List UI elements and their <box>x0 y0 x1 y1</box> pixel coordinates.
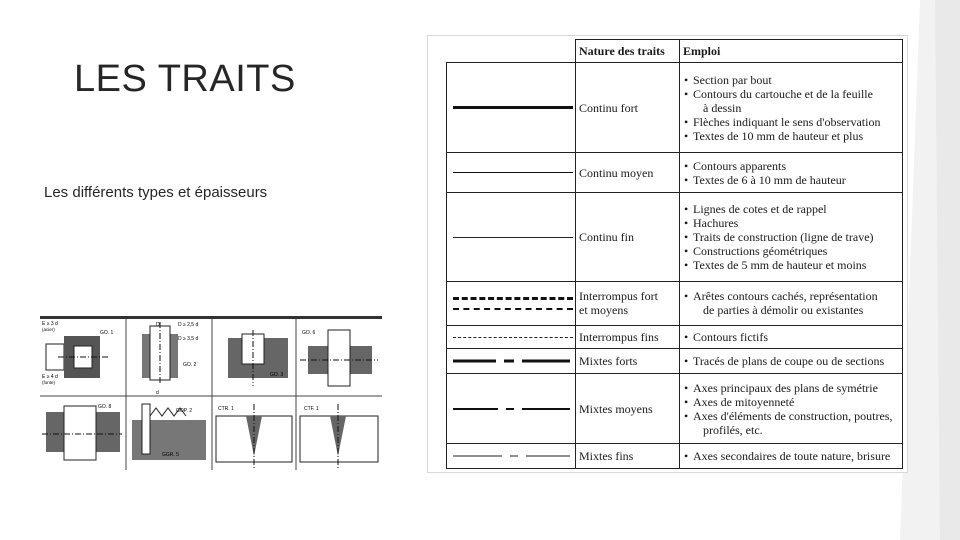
usage-cell <box>680 63 903 153</box>
usage-item: • Section par bout <box>693 73 902 87</box>
usage-cell <box>680 281 903 325</box>
usage-cell <box>680 443 903 468</box>
table-row <box>447 193 903 281</box>
table-row <box>447 63 903 153</box>
svg-text:CTR. 1: CTR. 1 <box>218 406 234 412</box>
nature-line: et moyens <box>579 303 628 318</box>
table-row <box>447 374 903 443</box>
usage-item: • Contours fictifs <box>693 330 902 344</box>
table-row <box>447 349 903 374</box>
svg-text:GO. 6: GO. 6 <box>302 330 316 336</box>
usage-item: • Axes de mitoyenneté <box>693 395 902 409</box>
usage-item: à dessin <box>703 100 742 115</box>
header-usage: Emploi <box>680 40 903 63</box>
usage-item: de parties à démolir ou existantes <box>703 303 864 318</box>
nature-cell <box>576 281 680 325</box>
usage-cell <box>680 153 903 193</box>
table-row <box>447 281 903 325</box>
svg-text:D ≥ 2,5 d: D ≥ 2,5 d <box>178 322 199 328</box>
nature-line: Interrompus fort <box>579 289 658 304</box>
svg-text:GO. 8: GO. 8 <box>98 404 112 410</box>
label-e-acier: E ≥ 3 d <box>42 321 58 327</box>
table-row <box>447 443 903 468</box>
line-sample-continu-fort <box>447 63 576 153</box>
line-sample-continu-moyen <box>447 153 576 193</box>
svg-text:CTF. 1: CTF. 1 <box>304 406 319 412</box>
usage-cell <box>680 374 903 443</box>
line-types-table-image <box>427 35 908 473</box>
usage-item: • Contours du cartouche et de la feuille <box>693 87 902 101</box>
svg-text:GOP. 2: GOP. 2 <box>176 408 193 414</box>
svg-text:GGR. 5: GGR. 5 <box>162 452 179 458</box>
drawing-go3 <box>228 330 288 386</box>
line-sample-mixte-fort <box>447 349 576 374</box>
drawing-go8 <box>42 404 122 460</box>
usage-item: profilés, etc. <box>703 422 763 437</box>
usage-item: • Axes principaux des plans de symétrie <box>693 381 902 395</box>
fastener-drawings-figure <box>38 316 382 472</box>
svg-text:GO. 1: GO. 1 <box>100 330 114 336</box>
usage-item: • Hachures <box>693 216 902 230</box>
nature-cell: Continu fort <box>576 63 680 153</box>
slide-subtitle: Les différents types et épaisseurs <box>44 184 268 201</box>
line-sample-mixte-fin <box>447 443 576 468</box>
svg-text:GO. 2: GO. 2 <box>183 362 197 368</box>
usage-item: • Tracés de plans de coupe ou de sections <box>693 354 902 368</box>
svg-text:E ≥ 4 d: E ≥ 4 d <box>42 374 58 380</box>
svg-text:D ≥ 3,5 d: D ≥ 3,5 d <box>178 336 199 342</box>
usage-item: • Textes de 6 à 10 mm de hauteur <box>693 173 902 187</box>
usage-item: • Axes d'éléments de construction, poutres, <box>693 409 902 423</box>
usage-item: • Textes de 5 mm de hauteur et moins <box>693 258 902 272</box>
slide-title: LES TRAITS <box>74 58 296 100</box>
table-row <box>447 325 903 348</box>
nature-cell: Interrompus fins <box>576 325 680 348</box>
svg-text:d: d <box>156 390 159 396</box>
usage-item: • Flèches indiquant le sens d'observation <box>693 115 902 129</box>
usage-cell <box>680 325 903 348</box>
svg-text:(fonte): (fonte) <box>42 380 56 385</box>
usage-cell <box>680 193 903 281</box>
line-sample-continu-fin <box>447 193 576 281</box>
line-sample-interrompu-fin <box>447 325 576 348</box>
line-sample-mixte-moyen <box>447 374 576 443</box>
nature-cell: Mixtes moyens <box>576 374 680 443</box>
nature-cell: Continu fin <box>576 193 680 281</box>
header-sample <box>447 40 576 63</box>
header-nature: Nature des traits <box>576 40 680 63</box>
usage-item: • Axes secondaires de toute nature, brisure <box>693 449 902 463</box>
usage-item: • Lignes de cotes et de rappel <box>693 202 902 216</box>
nature-cell: Continu moyen <box>576 153 680 193</box>
svg-text:(acier): (acier) <box>42 327 55 332</box>
table-row <box>447 153 903 193</box>
table-header-row <box>447 40 903 63</box>
svg-text:D: D <box>156 322 160 328</box>
usage-cell <box>680 349 903 374</box>
usage-item: • Constructions géométriques <box>693 244 902 258</box>
usage-item: • Arêtes contours cachés, représentation <box>693 289 902 303</box>
usage-item: • Contours apparents <box>693 159 902 173</box>
line-types-table <box>446 39 903 469</box>
line-sample-interrompu-fort <box>447 281 576 325</box>
nature-cell: Mixtes fins <box>576 443 680 468</box>
usage-item: • Textes de 10 mm de hauteur et plus <box>693 129 902 143</box>
nature-cell: Mixtes forts <box>576 349 680 374</box>
svg-text:GO. 3: GO. 3 <box>270 372 284 378</box>
usage-item: • Traits de construction (ligne de trave) <box>693 230 902 244</box>
